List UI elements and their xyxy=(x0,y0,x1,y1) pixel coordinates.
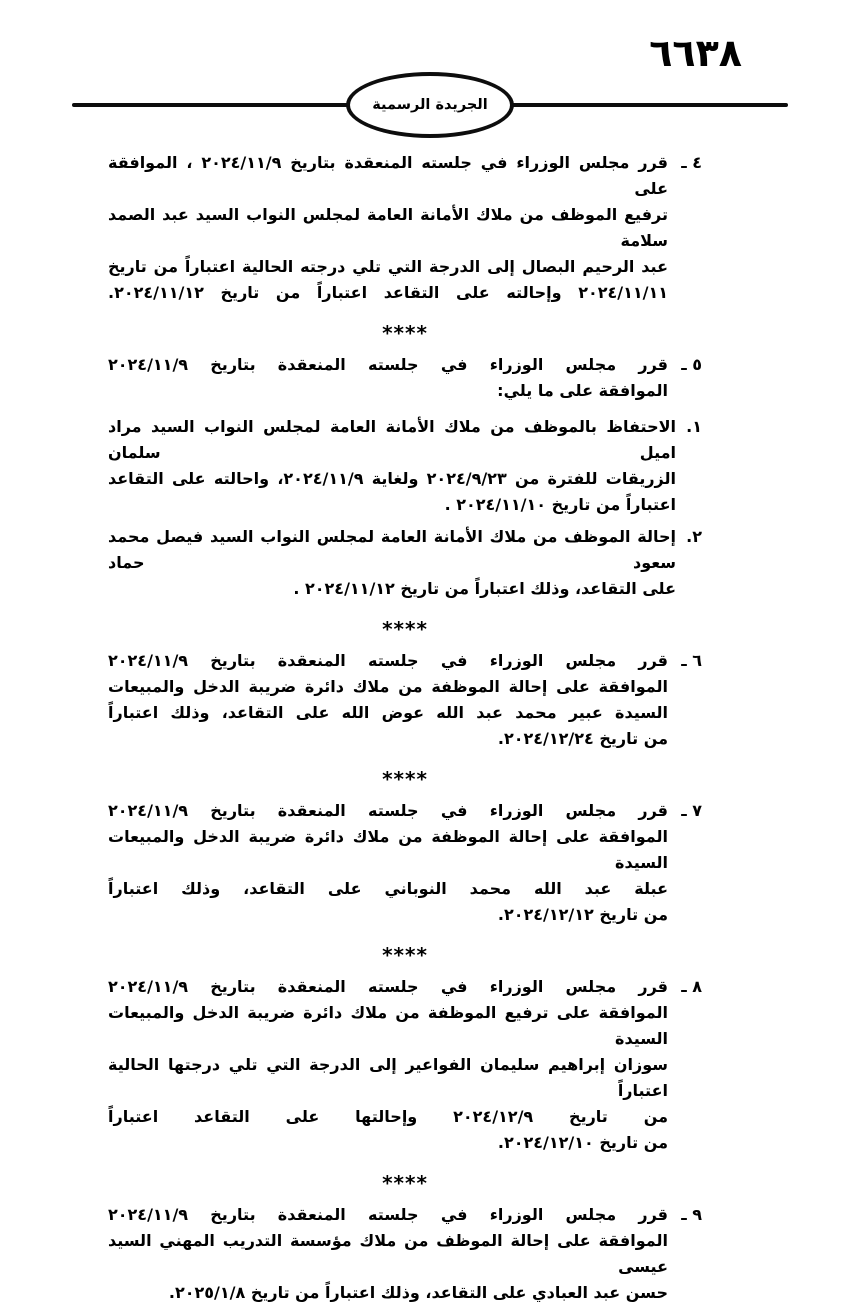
item-number-marker: ٧ ـ xyxy=(681,801,702,820)
item-number-marker: ٦ ـ xyxy=(681,651,702,670)
decree-line: قرر مجلس الوزراء في جلسته المنعقدة بتاريخ ٢٠٢٤/١١/٩ ، الموافقة على xyxy=(108,153,668,198)
decree-line: الموافقة على ترفيع الموظفة من ملاك دائرة ضريبة الدخل والمبيعات السيدة xyxy=(108,1003,668,1048)
decree-item-7 xyxy=(108,798,702,928)
decree-line: من تاريخ ٢٠٢٤/١٢/١٠. xyxy=(497,1133,668,1152)
section-separator: **** xyxy=(382,943,428,967)
decree-body xyxy=(108,798,668,928)
page-number: ٦٦٣٨ xyxy=(649,31,742,75)
decree-line: من تاريخ ٢٠٢٤/١٢/١٢. xyxy=(497,905,668,924)
decree-line: الموافقة على إحالة الموظفة من ملاك دائرة ضريبة الدخل والمبيعات السيدة xyxy=(108,827,668,872)
decree-body xyxy=(108,352,668,404)
decree-line: إحالة الموظف من ملاك الأمانة العامة لمجلس النواب السيد فيصل محمد سعود حماد xyxy=(108,527,676,572)
gazette-banner-label: الجريدة الرسمية xyxy=(372,97,488,113)
decree-line: عبلة عبد الله محمد النوباني على التقاعد، وذلك اعتباراً xyxy=(108,879,668,898)
decree-line: من تاريخ ٢٠٢٤/١٢/٢٤. xyxy=(497,729,668,748)
subitem-1 xyxy=(108,414,702,518)
decree-item-8 xyxy=(108,974,702,1156)
section-separator: **** xyxy=(382,321,428,345)
decree-line: قرر مجلس الوزراء في جلسته المنعقدة بتاريخ ٢٠٢٤/١١/٩ xyxy=(108,977,668,996)
item-number-marker: ٩ ـ xyxy=(681,1205,702,1224)
subitem-number-marker: ١. xyxy=(686,417,702,436)
decree-line: الزريقات للفترة من ٢٠٢٤/٩/٢٣ ولغاية ٢٠٢٤/١١/٩، واحالته على التقاعد xyxy=(108,469,677,488)
subitem-number-marker: ٢. xyxy=(686,527,702,546)
section-separator: **** xyxy=(382,617,428,641)
subitem-2 xyxy=(108,524,702,602)
decree-line: عبد الرحيم البصال إلى الدرجة التي تلي درجته الحالية اعتباراً من تاريخ xyxy=(108,257,668,276)
decree-line: ترفيع الموظف من ملاك الأمانة العامة لمجلس النواب السيد عبد الصمد سلامة xyxy=(108,205,668,250)
item-number-marker: ٥ ـ xyxy=(681,355,702,374)
decree-body xyxy=(108,974,668,1156)
decree-body xyxy=(108,150,668,306)
section-separator: **** xyxy=(382,1171,428,1195)
decree-line: حسن عبد العبادي على التقاعد، وذلك اعتباراً من تاريخ ٢٠٢٥/١/٨. xyxy=(168,1283,668,1302)
decree-line: الاحتفاظ بالموظف من ملاك الأمانة العامة لمجلس النواب السيد مراد اميل سلمان xyxy=(108,417,676,462)
decree-line: قرر مجلس الوزراء في جلسته المنعقدة بتاريخ ٢٠٢٤/١١/٩ xyxy=(108,1205,668,1224)
item-number-marker: ٤ ـ xyxy=(681,153,702,172)
decree-line: قرر مجلس الوزراء في جلسته المنعقدة بتاريخ ٢٠٢٤/١١/٩ xyxy=(108,801,668,820)
gazette-banner xyxy=(346,72,514,138)
decree-line: الموافقة على إحالة الموظفة من ملاك دائرة ضريبة الدخل والمبيعات xyxy=(108,677,668,696)
decree-item-6 xyxy=(108,648,702,752)
decree-line: قرر مجلس الوزراء في جلسته المنعقدة بتاريخ ٢٠٢٤/١١/٩ xyxy=(108,651,668,670)
decree-item-5 xyxy=(108,352,702,404)
subitem-body xyxy=(108,414,676,518)
decree-line: الموافقة على إحالة الموظف من ملاك مؤسسة التدريب المهني السيد عيسى xyxy=(108,1231,668,1276)
item-number-marker: ٨ ـ xyxy=(681,977,702,996)
decrees-content xyxy=(108,150,702,1306)
decree-body xyxy=(108,1202,668,1306)
decree-item-4 xyxy=(108,150,702,306)
decree-body xyxy=(108,648,668,752)
decree-line: اعتباراً من تاريخ ٢٠٢٤/١١/١٠ . xyxy=(444,495,676,514)
section-separator: **** xyxy=(382,767,428,791)
page-header xyxy=(0,0,850,150)
decree-item-9 xyxy=(108,1202,702,1306)
decree-line: قرر مجلس الوزراء في جلسته المنعقدة بتاريخ ٢٠٢٤/١١/٩ xyxy=(108,355,668,374)
decree-line: من تاريخ ٢٠٢٤/١٢/٩ وإحالتها على التقاعد اعتباراً xyxy=(108,1107,668,1126)
decree-line: سوزان إبراهيم سليمان الفواعير إلى الدرجة التي تلي درجتها الحالية اعتباراً xyxy=(108,1055,668,1100)
decree-5-sublist xyxy=(108,414,702,602)
decree-line: ٢٠٢٤/١١/١١ وإحالته على التقاعد اعتباراً من تاريخ ٢٠٢٤/١١/١٢. xyxy=(108,283,668,302)
decree-line: الموافقة على ما يلي: xyxy=(497,381,668,400)
subitem-body xyxy=(108,524,676,602)
decree-line: السيدة عبير محمد عبد الله عوض الله على التقاعد، وذلك اعتباراً xyxy=(108,703,668,722)
decree-line: على التقاعد، وذلك اعتباراً من تاريخ ٢٠٢٤/١١/١٢ . xyxy=(293,579,676,598)
